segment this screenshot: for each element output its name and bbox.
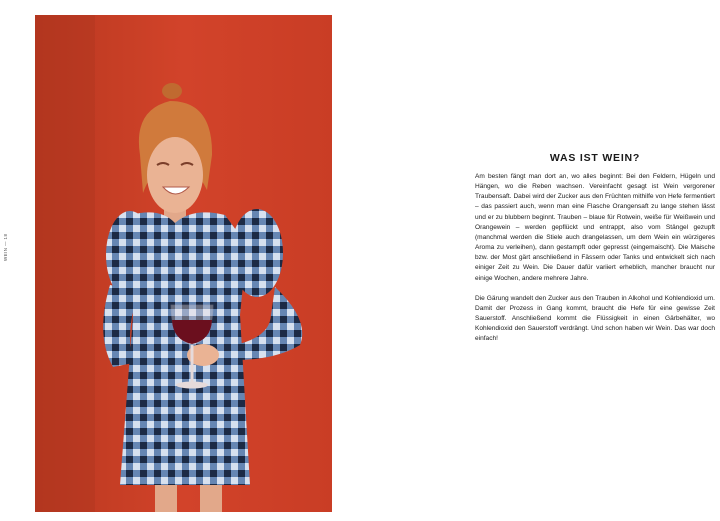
right-leg (200, 485, 222, 512)
portrait-photo (35, 15, 332, 512)
article-paragraph: Am besten fängt man dort an, wo alles beginnt: Bei den Feldern, Hügeln und Hängen, wo die Reben wachsen. Vereinfacht gesagt ist Wein vergorener Traubensaft. Dabei wird der Zucker aus den Früchten mithilfe von Hefe fermentiert – das passiert auch, wenn man eine Flasche Orangensaft zu lange stehen lässt und er zu blubbern beginnt. Trauben – blaue für Rotwein, weiße für Weißwein und Orangewein – werden gepflückt und entrappt, also vom Stängel gezupft (manchmal werden die Stiele auch drangelassen, um dem Wein ein würzigeres Aroma zu verleihen), dann gestampft oder gepresst (eingemaischt). Die Maische bzw. der Most gärt anschließend in Fässern oder Tanks und entwickelt sich nach einiger Zeit zu Wein. Die Dauer dafür variiert erheblich, mancher braucht nur einige Wochen, andere mehrere Jahre. (475, 173, 715, 282)
wine-glass-stem (191, 345, 194, 383)
page-marker: WEIN — 18 (3, 233, 8, 261)
wine-glass-foot (176, 382, 208, 389)
hair-bun (162, 83, 182, 99)
face (147, 137, 203, 213)
wall-shadow (35, 15, 95, 512)
article-title: WAS IST WEIN? (549, 152, 641, 164)
right-sleeve (231, 209, 283, 297)
left-leg (155, 485, 177, 512)
article-paragraph: Die Gärung wandelt den Zucker aus den Trauben in Alkohol und Kohlendioxid um. Damit der Prozess in Gang kommt, braucht die Hefe für eine gewisse Zeit Sauerstoff. Anschließend kommt die Flüssigkeit in einen Gärbehälter, wo Kohlendioxid den Sauerstoff verdrängt. Und schon haben wir Wein. Das war doch einfach! (475, 294, 715, 343)
article-body (475, 172, 715, 345)
